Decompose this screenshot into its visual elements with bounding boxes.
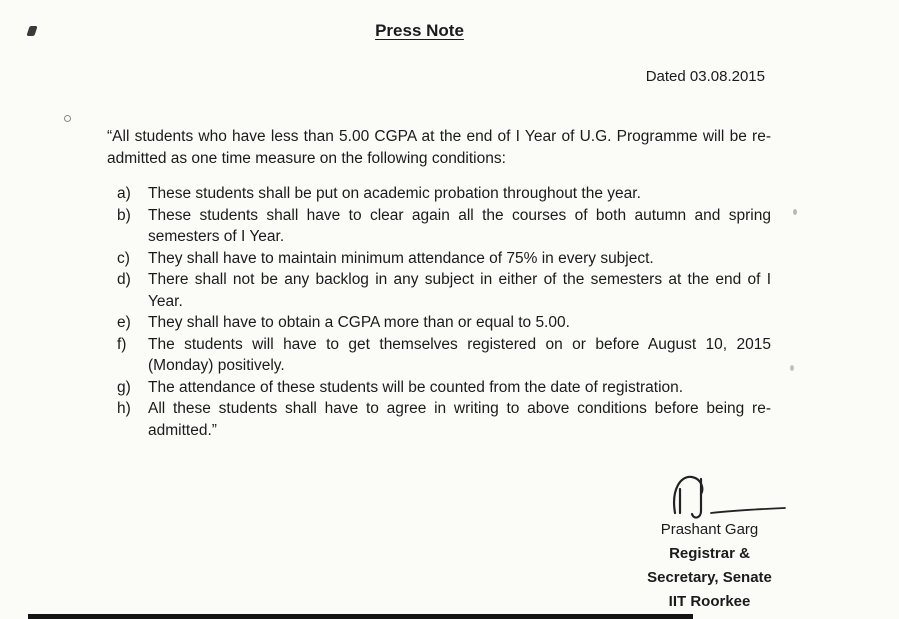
- condition-label: f): [117, 335, 127, 353]
- condition-label: g): [117, 378, 131, 396]
- condition-label: d): [117, 271, 131, 288]
- condition-text: The attendance of these students will be counted from the date of registration.: [148, 378, 684, 396]
- conditions-list: [0, 183, 771, 441]
- scan-artifact-speck: [793, 209, 797, 215]
- signatory-designation-line1: Registrar &: [669, 545, 750, 562]
- condition-item-c: [117, 248, 771, 270]
- signatory-designation-line2: Secretary, Senate: [647, 569, 772, 586]
- scan-artifact-bottom-edge: [28, 614, 693, 619]
- press-note-document: [0, 21, 899, 619]
- condition-text: They shall have to maintain minimum attendance of 75% in every subject.: [148, 249, 654, 267]
- condition-label: e): [117, 314, 131, 331]
- condition-item-b: [117, 205, 771, 248]
- condition-label: b): [117, 206, 131, 224]
- condition-item-g: [117, 377, 771, 399]
- signatory-name: Prashant Garg: [660, 521, 759, 538]
- document-title-text: Press Note: [375, 21, 464, 40]
- condition-label: h): [117, 400, 131, 417]
- condition-text: These students shall have to clear again all the courses of both autumn and spring semesters of I Year.: [148, 206, 771, 245]
- signatory-organization: IIT Roorkee: [668, 593, 751, 610]
- condition-item-e: [117, 312, 771, 334]
- condition-item-h: [117, 398, 771, 441]
- scan-artifact-speck: [790, 365, 794, 371]
- condition-text: These students shall be put on academic probation throughout the year.: [148, 185, 641, 202]
- handwritten-signature-icon: [612, 469, 817, 519]
- condition-item-f: [117, 334, 771, 377]
- intro-paragraph: “All students who have less than 5.00 CGPA at the end of I Year of U.G. Programme will be re-admitted as one time measure on the following conditions:: [107, 128, 771, 167]
- condition-label: a): [117, 185, 131, 202]
- condition-label: c): [117, 249, 130, 267]
- condition-item-d: [117, 269, 771, 312]
- signature-block: [612, 469, 807, 610]
- document-title: [0, 21, 839, 41]
- condition-item-a: [117, 183, 771, 205]
- scan-artifact-speck: [64, 115, 71, 122]
- condition-text: There shall not be any backlog in any subject in either of the semesters at the end of I Year.: [148, 271, 771, 310]
- condition-text: They shall have to obtain a CGPA more than or equal to 5.00.: [148, 314, 570, 331]
- condition-text: The students will have to get themselves registered on or before August 10, 2015 (Monday) positively.: [148, 335, 771, 374]
- condition-text: All these students shall have to agree in writing to above conditions before being re-admitted.”: [148, 400, 771, 439]
- document-date: Dated 03.08.2015: [645, 68, 765, 85]
